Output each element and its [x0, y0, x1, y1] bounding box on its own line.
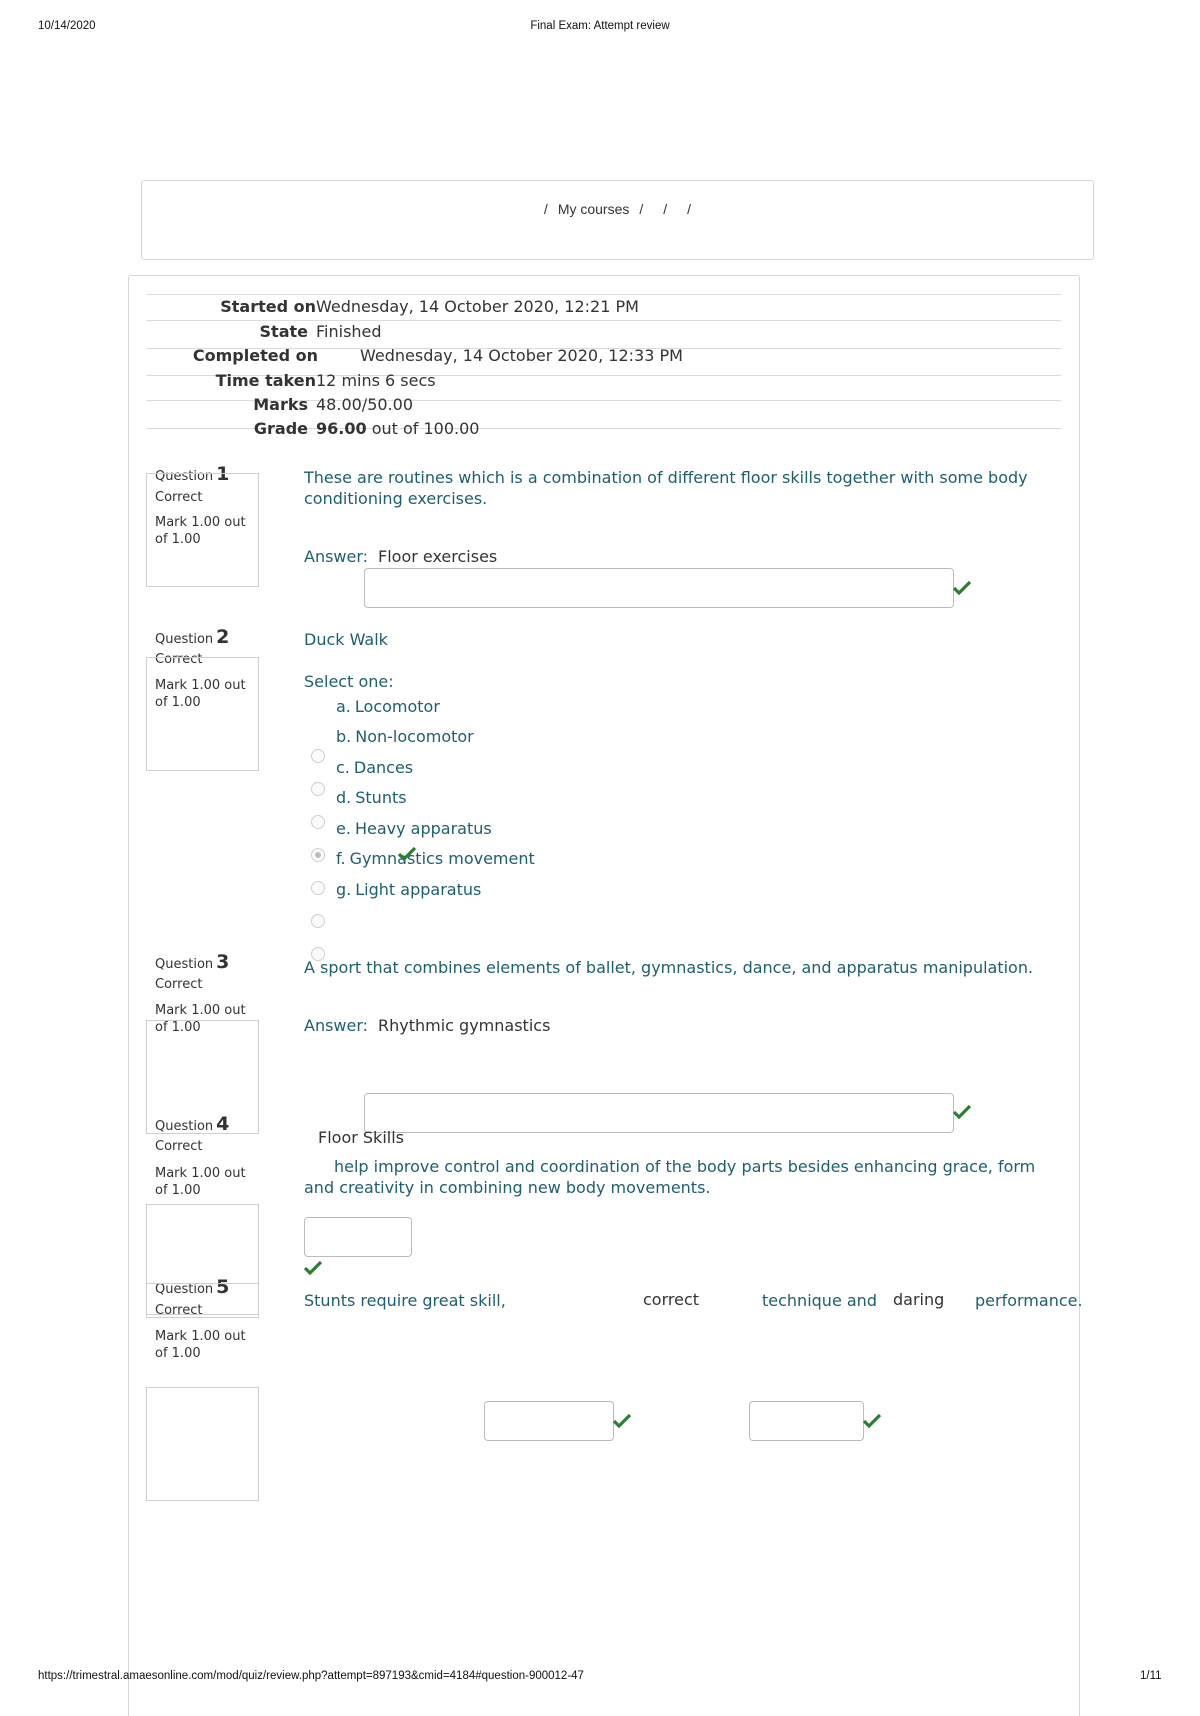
question-5-blank-2-value: daring: [893, 1290, 945, 1309]
question-4-label: Question 4: [155, 1113, 230, 1135]
question-5-mark: Mark 1.00 out of 1.00: [155, 1329, 246, 1361]
correct-check-icon: [953, 1104, 971, 1120]
question-3-answer-label: Answer:: [304, 1016, 369, 1035]
summary-divider: [146, 294, 1061, 295]
question-2-mark: Mark 1.00 out of 1.00: [155, 678, 246, 710]
radio-option-f-selected[interactable]: [311, 848, 325, 862]
question-5-label: Question 5: [155, 1276, 230, 1298]
question-1-answer-label: Answer:: [304, 547, 369, 566]
option-e[interactable]: e. Heavy apparatus: [336, 819, 492, 838]
correct-check-icon: [304, 1260, 322, 1276]
option-b[interactable]: b. Non-locomotor: [336, 727, 474, 746]
question-5-blank-1-value: correct: [643, 1290, 700, 1309]
question-5-text-mid: technique and: [762, 1291, 877, 1310]
question-1-answer-input[interactable]: [364, 568, 954, 608]
question-2-status: Correct: [155, 652, 203, 667]
question-1-status: Correct: [155, 490, 203, 505]
print-footer-page: 1/11: [1140, 1670, 1162, 1682]
option-g[interactable]: g. Light apparatus: [336, 880, 482, 899]
question-4-text: help improve control and coordination of the body parts besides enhancing grace, form and creativity in combining new body movements.: [304, 1157, 1036, 1197]
question-2-info-box: [146, 657, 259, 771]
correct-check-icon: [863, 1413, 881, 1429]
question-2-select-label: Select one:: [304, 672, 394, 691]
correct-check-icon: [953, 580, 971, 596]
question-2-text: Duck Walk: [304, 630, 388, 649]
completed-on-label: Completed on: [192, 346, 318, 365]
question-3-label: Question 3: [155, 951, 230, 973]
radio-option-a[interactable]: [311, 749, 325, 763]
question-5-text-start: Stunts require great skill,: [304, 1291, 506, 1310]
state-value: Finished: [316, 322, 382, 341]
print-date: 10/14/2020: [38, 20, 96, 32]
correct-check-icon: [613, 1413, 631, 1429]
breadcrumb: [141, 180, 1094, 260]
radio-option-c[interactable]: [311, 815, 325, 829]
question-3-text: A sport that combines elements of ballet, gymnastics, dance, and apparatus manipulation.: [304, 958, 1034, 977]
question-1-mark: Mark 1.00 out of 1.00: [155, 515, 246, 547]
completed-on-value: Wednesday, 14 October 2020, 12:33 PM: [360, 346, 683, 365]
time-taken-label: Time taken: [215, 371, 316, 390]
question-4-answer-input[interactable]: [304, 1217, 412, 1257]
correct-check-icon: [398, 846, 416, 862]
question-4-info-box-bottom: [146, 1283, 259, 1315]
question-2-label: Question 2: [155, 626, 230, 648]
marks-value: 48.00/50.00: [316, 395, 413, 414]
question-3-answer-input[interactable]: [364, 1093, 954, 1133]
question-5-blank-2-input[interactable]: [749, 1401, 864, 1441]
breadcrumb-separator: /: [663, 201, 668, 217]
question-4-status: Correct: [155, 1139, 203, 1154]
question-5-status: Correct: [155, 1303, 203, 1318]
marks-label: Marks: [253, 395, 308, 414]
time-taken-value: 12 mins 6 secs: [316, 371, 436, 390]
radio-option-b[interactable]: [311, 782, 325, 796]
summary-divider: [146, 320, 1061, 321]
question-4-answer-value: Floor Skills: [318, 1128, 404, 1147]
grade-suffix: out of 100.00: [371, 419, 480, 438]
breadcrumb-separator: /: [687, 201, 692, 217]
question-3-answer-value: Rhythmic gymnastics: [378, 1016, 551, 1035]
print-title: Final Exam: Attempt review: [530, 20, 670, 32]
started-on-value: Wednesday, 14 October 2020, 12:21 PM: [316, 297, 639, 316]
breadcrumb-separator: /: [639, 201, 644, 217]
breadcrumb-separator: /: [543, 201, 548, 217]
state-label: State: [259, 322, 308, 341]
question-5-blank-1-input[interactable]: [484, 1401, 614, 1441]
radio-option-e[interactable]: [311, 914, 325, 928]
print-footer-url: https://trimestral.amaesonline.com/mod/quiz/review.php?attempt=897193&cmid=4184#question-900012-47: [38, 1670, 584, 1682]
question-3-status: Correct: [155, 977, 203, 992]
radio-option-d[interactable]: [311, 881, 325, 895]
started-on-label: Started on: [220, 297, 316, 316]
question-4-mark: Mark 1.00 out of 1.00: [155, 1166, 246, 1198]
grade-score: 96.00: [316, 419, 367, 438]
question-5-info-box: [146, 1387, 259, 1501]
grade-label: Grade: [253, 419, 308, 438]
question-5-text-end: performance.: [975, 1291, 1083, 1310]
question-1-answer-value: Floor exercises: [378, 547, 498, 566]
question-1-text: These are routines which is a combination of different floor skills together with some body conditioning exercises.: [304, 468, 1028, 508]
option-c[interactable]: c. Dances: [336, 758, 414, 777]
question-3-mark: Mark 1.00 out of 1.00: [155, 1003, 246, 1035]
question-1-label: Question 1: [155, 463, 230, 485]
breadcrumb-my-courses[interactable]: My courses: [557, 201, 630, 217]
option-f[interactable]: f. Gymnastics movement: [336, 849, 535, 868]
grade-value: [316, 419, 479, 438]
option-a[interactable]: a. Locomotor: [336, 697, 440, 716]
option-d[interactable]: d. Stunts: [336, 788, 407, 807]
